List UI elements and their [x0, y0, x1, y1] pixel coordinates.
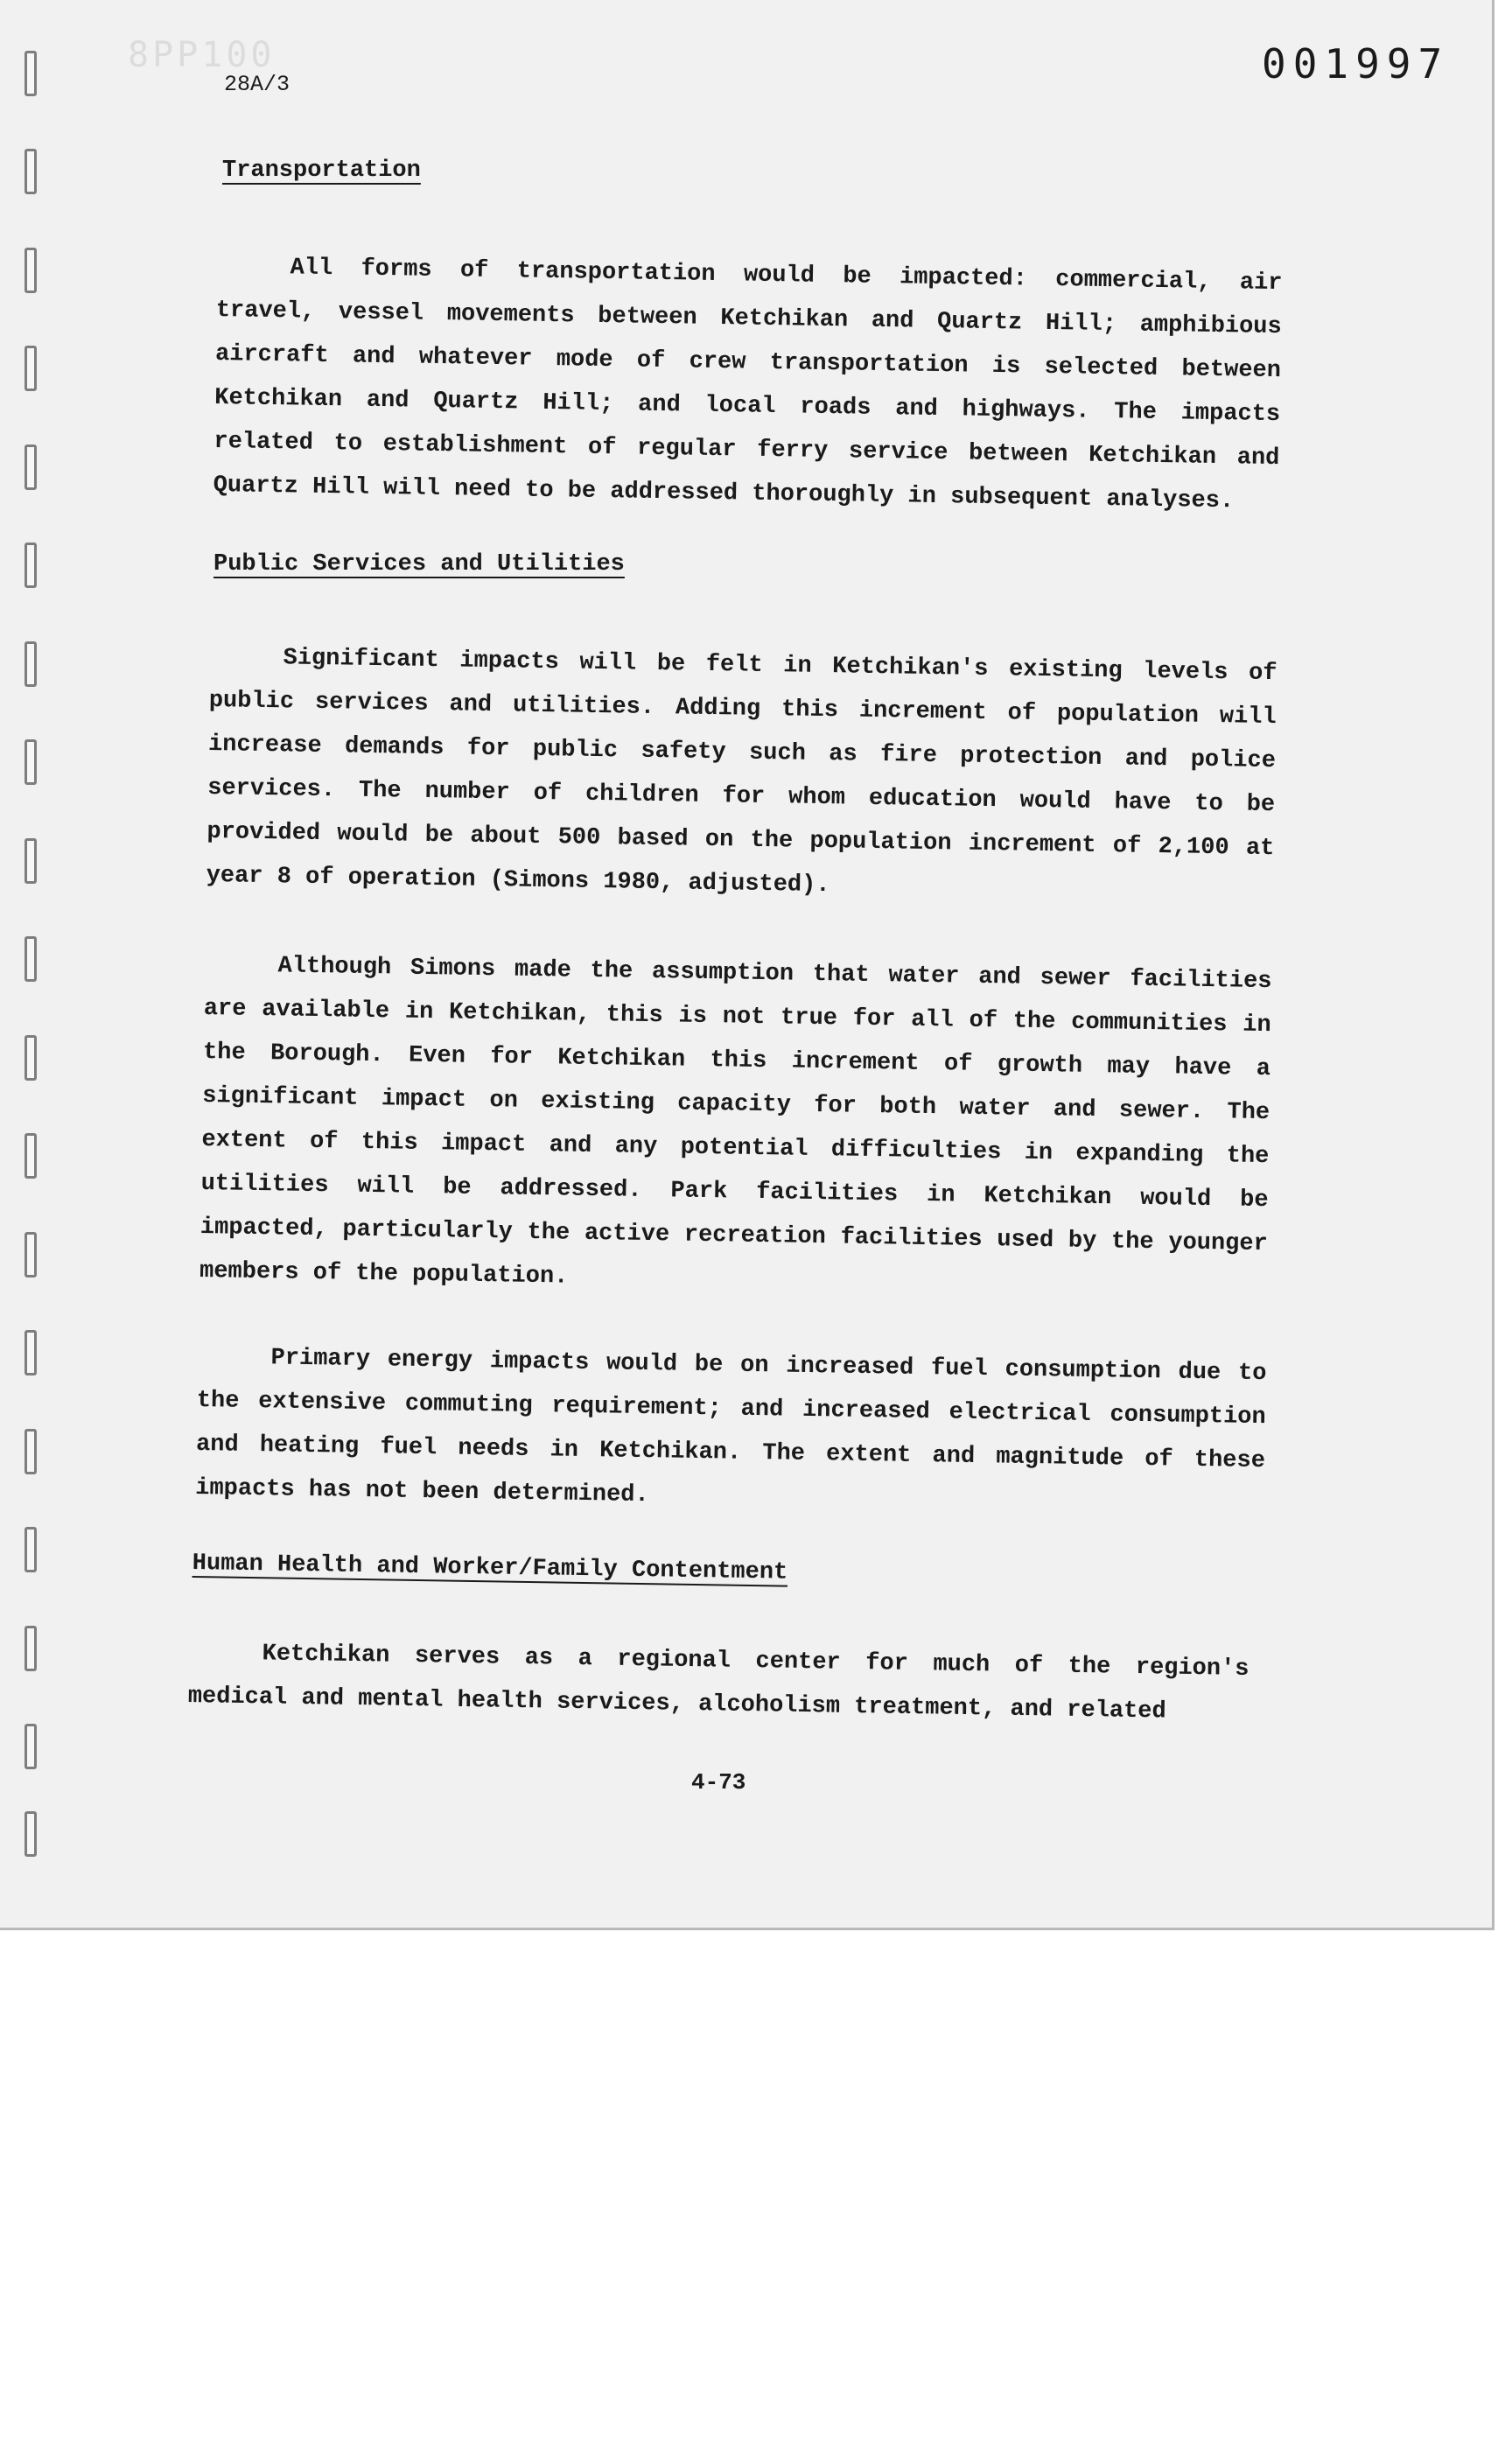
- paragraph-energy: Primary energy impacts would be on increased fuel consumption due to the extensive commuting requirement; and increased electrical consumption and heating fuel needs in Ketchikan. The extent and magnitude of these impacts has not been determined.: [195, 1345, 1267, 1509]
- paragraph-public-services: Significant impacts will be felt in Ketchikan's existing levels of public services and utilities. Adding this increment of population will increase demands for public safety such as fire protection and police services. The number of children for whom education would have to be provided would be about 500 based on the population increment of 2,100 at year 8 of operation (Simons 1980, adjusted).: [206, 645, 1278, 900]
- heading-human-health: Human Health and Worker/Family Contentment: [192, 1550, 788, 1586]
- paragraph-transportation: All forms of transportation would be impacted: commercial, air travel, vessel movements between Ketchikan and Quartz Hill; amphibious aircraft and whatever mode of crew transportation is selected between Ketchikan and Quartz Hill; and local roads and highways. The impacts related to establishment of regular ferry service between Ketchikan and Quartz Hill will need to be addressed thoroughly in subsequent analyses.: [213, 255, 1283, 515]
- document-reference: 28A/3: [224, 72, 290, 97]
- heading-transportation: Transportation: [222, 158, 421, 184]
- page-number: 4-73: [691, 1769, 746, 1796]
- heading-public-services: Public Services and Utilities: [214, 551, 625, 578]
- stamped-page-number: 001997: [1262, 40, 1450, 88]
- paragraph-human-health: Ketchikan serves as a regional center for much of the region's medical and mental health services, alcoholism treatment, and related: [187, 1641, 1250, 1726]
- paragraph-water-sewer: Although Simons made the assumption that water and sewer facilities are available in Ketchikan, this is not true for all of the communities in the Borough. Even for Ketchikan this increment of growth may have a significant impact on existing capacity for both water and sewer. The extent of this impact and any potential difficulties in expanding the utilities will be addressed. Park facilities in Ketchikan would be impacted, particularly the active recreation facilities used by the younger members of the population.: [199, 953, 1272, 1291]
- faint-page-number: 8PP100: [128, 35, 276, 75]
